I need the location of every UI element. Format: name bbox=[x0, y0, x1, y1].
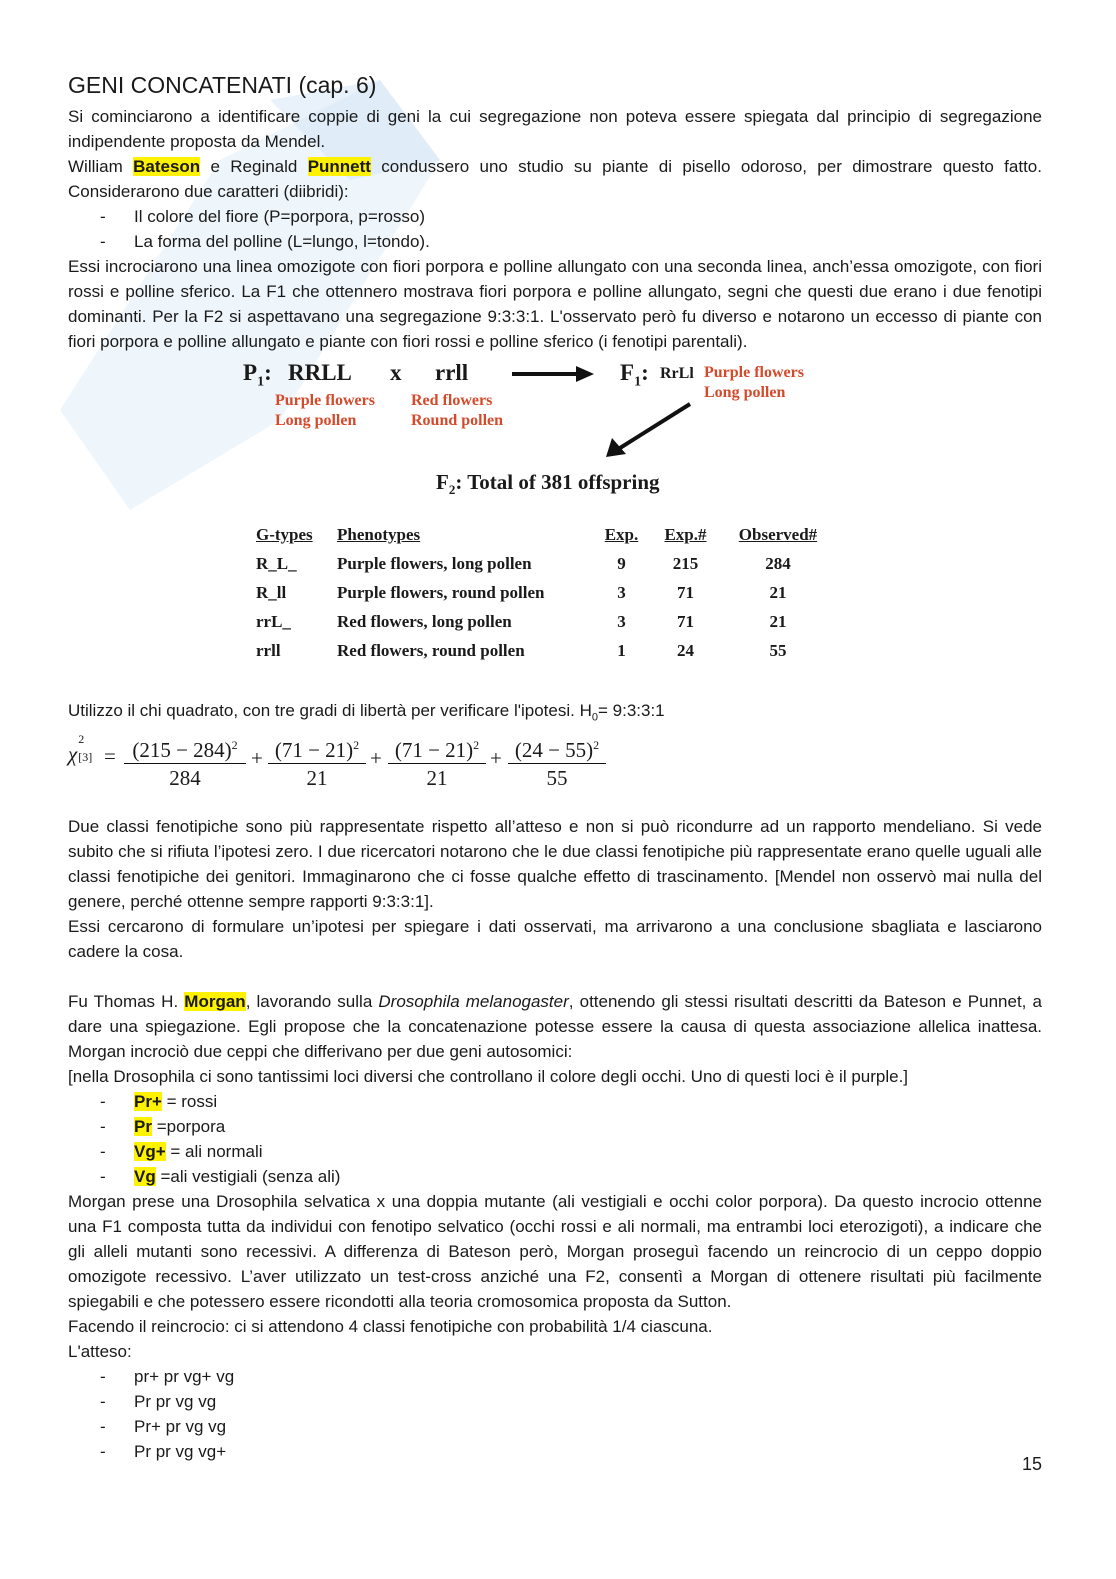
allele-value: = rossi bbox=[161, 1092, 218, 1112]
cross-paragraph: Essi incrociarono una linea omozigote con fiori porpora e polline allungato con una seconda linea, anch’essa omozigote, con fiori rossi e polline sferico. La F1 che ottennero mostrava fiori porpora e polline allungato, segni che questi due erano i due fenotipi dominanti. Per la F2 si aspettavano una segregazione 9:3:3:1. L'osservato però fu diverso e notarono un eccesso di piante con fiori porpora e polline allungato e piante con fiori rossi e polline sferico (i fenotipi parentali). bbox=[68, 257, 1042, 351]
cell-phenotype: Red flowers, long pollen bbox=[337, 611, 512, 631]
equals-sign: = bbox=[104, 744, 116, 769]
morgan-paragraph bbox=[68, 989, 1042, 1064]
cell-exp-number: 71 bbox=[677, 582, 694, 602]
expectation-paragraph: Facendo il reincrocio: ci si attendono 4 classi fenotipiche con probabilità 1/4 ciascuna. bbox=[68, 1317, 713, 1337]
species-name: Drosophila melanogaster bbox=[378, 992, 569, 1012]
cell-exp-number: 24 bbox=[677, 640, 694, 660]
cell-exp: 3 bbox=[617, 611, 626, 631]
p1-label: $P_1$: bbox=[243, 360, 272, 390]
table-row bbox=[256, 549, 833, 578]
cell-observed: 55 bbox=[769, 640, 787, 660]
dash-marker: - bbox=[100, 1417, 106, 1437]
p1-genotype: RRLL bbox=[288, 360, 352, 385]
list-item-text: Il colore del fiore (P=porpora, p=rosso) bbox=[134, 207, 426, 226]
dash-marker: - bbox=[100, 1367, 106, 1387]
text-span: , ottenendo gli stessi risultati descritti da Bateson e Punnet, a dare una spiegazione. Egli propose che la concatenazione potesse essere la causa di questa associazione allelica inattesa. Morgan incrociò due ceppi che differivano per due geni autosomici: bbox=[68, 992, 1042, 1062]
analysis-paragraph: Due classi fenotipiche sono più rappresentate rispetto all’atteso e non si può ricondurre ad un rapporto mendeliano. Si vede subito che si rifiuta l’ipotesi zero. I due ricercatori notarono che le due classi fenotipiche più rappresentate erano quelle uguali alle classi fenotipiche dei genitori. Immaginarono che ci fosse qualche effetto di trascinamento. [Mendel non osservò mai nulla del genere, perché ottenne sempre rapporti 9:3:3:1]. bbox=[68, 817, 1042, 912]
cell-exp: 3 bbox=[617, 582, 626, 602]
fraction-term-3: $\frac{(71 - 21)^2}{21}$ bbox=[388, 732, 486, 792]
text-span: William bbox=[68, 157, 134, 176]
subscript: 0 bbox=[591, 711, 598, 724]
page-number: 15 bbox=[1021, 1454, 1042, 1474]
highlight-punnett: Punnett bbox=[307, 157, 371, 176]
dash-marker: - bbox=[100, 1142, 106, 1162]
drosophila-note: [nella Drosophila ci sono tantissimi loci diversi che controllano il colore degli occhi. Uno di questi loci è il purple.] bbox=[68, 1067, 909, 1087]
testcross-paragraph: Morgan prese una Drosophila selvatica x una doppia mutante (ali vestigiali e occhi color porpora). Da questo incrocio ottenne una F1 composta tutta da individui con fenotipo selvatico (occhi rossi e ali normali, ma entrambi loci eterozigoti), a indicare che gli alleli mutanti sono recessivi. A differenza di Bateson però, Morgan proseguì facendo un reincrocio di un ceppo doppio omozigote recessivo. L’aver utilizzato un test-cross anziché una F2, consentì a Morgan di ottenere risultati più facilmente spiegabili e che potessero essere ricondotti alla teoria cromosomica proposta da Sutton. bbox=[68, 1192, 1042, 1312]
p1-phenotype-flowers: Purple flowers bbox=[275, 392, 375, 409]
cross-symbol: x bbox=[390, 360, 402, 385]
chi-symbol: χ 2 [3] bbox=[68, 732, 93, 767]
plus-sign: + bbox=[370, 746, 382, 771]
text-span: condussero uno studio su piante di pisello odoroso, per dimostrare questo fatto. Considerarono due caratteri (diibridi): bbox=[68, 157, 1042, 201]
bateson-punnett-paragraph bbox=[68, 154, 1042, 204]
dash-marker: - bbox=[100, 232, 106, 251]
cell-gtype: rrL_ bbox=[256, 611, 291, 631]
dash-marker: - bbox=[100, 1167, 106, 1187]
blank-line bbox=[68, 964, 1042, 989]
cell-gtype: R_ll bbox=[256, 582, 287, 602]
allele-key: Vg bbox=[134, 1167, 156, 1187]
list-item bbox=[68, 1114, 1042, 1139]
highlight-morgan: Morgan bbox=[184, 992, 246, 1012]
f1-genotype: RrLl bbox=[660, 365, 694, 382]
list-item bbox=[68, 229, 1042, 254]
list-item bbox=[68, 1439, 1042, 1464]
text-span: = 9:3:3:1 bbox=[598, 701, 665, 720]
f2-results-table bbox=[256, 520, 833, 665]
allele-key: Pr+ bbox=[134, 1092, 162, 1112]
header-gtypes: G-types bbox=[256, 524, 313, 544]
text-span: Utilizzo il chi quadrato, con tre gradi di libertà per verificare l'ipotesi. H bbox=[68, 701, 592, 720]
header-exp-number: Exp.# bbox=[664, 524, 707, 544]
list-item bbox=[68, 1389, 1042, 1414]
p1-phenotype-pollen: Long pollen bbox=[275, 412, 357, 429]
cell-phenotype: Red flowers, round pollen bbox=[337, 640, 525, 660]
table-row bbox=[256, 578, 833, 607]
text-span: Fu Thomas H. bbox=[68, 992, 185, 1012]
fraction-term-2: $\frac{(71 - 21)^2}{21}$ bbox=[268, 732, 366, 792]
right-arrow-icon bbox=[508, 364, 598, 384]
expected-classes-list bbox=[68, 1364, 1042, 1464]
f1-phenotype-pollen: Long pollen bbox=[704, 384, 786, 401]
allele-value: =ali vestigiali (senza ali) bbox=[155, 1167, 341, 1187]
header-exp: Exp. bbox=[604, 524, 639, 544]
list-item bbox=[68, 204, 1042, 229]
intro-paragraph: Si cominciarono a identificare coppie di geni la cui segregazione non poteva essere spiegata dal principio di segregazione indipendente proposta da Mendel. bbox=[68, 107, 1042, 151]
cell-phenotype: Purple flowers, round pollen bbox=[337, 582, 545, 602]
allele-value: = ali normali bbox=[165, 1142, 263, 1162]
list-item-text: Pr pr vg vg bbox=[134, 1392, 217, 1412]
cell-gtype: R_L_ bbox=[256, 553, 297, 573]
dash-marker: - bbox=[100, 207, 106, 226]
cell-exp: 1 bbox=[617, 640, 626, 660]
list-item-text: Pr pr vg vg+ bbox=[134, 1442, 227, 1462]
allele-value: =porpora bbox=[151, 1117, 226, 1137]
cell-exp-number: 215 bbox=[672, 553, 699, 573]
fraction-term-4: $\frac{(24 - 55)^2}{55}$ bbox=[508, 732, 606, 792]
conclusion-paragraph: Essi cercarono di formulare un’ipotesi per spiegare i dati osservati, ma arrivarono a una conclusione sbagliata e lasciarono cadere la cosa. bbox=[68, 917, 1042, 962]
list-item bbox=[68, 1089, 1042, 1114]
chi-square-paragraph bbox=[68, 698, 1042, 730]
allele-key: Pr bbox=[134, 1117, 152, 1137]
expected-label: L'atteso: bbox=[68, 1342, 132, 1362]
f1-phenotype-flowers: Purple flowers bbox=[704, 364, 804, 381]
p2-phenotype-pollen: Round pollen bbox=[411, 412, 504, 429]
header-phenotypes: Phenotypes bbox=[337, 524, 421, 544]
cell-exp: 9 bbox=[617, 553, 626, 573]
cell-observed: 21 bbox=[769, 582, 787, 602]
list-item bbox=[68, 1139, 1042, 1164]
document-page bbox=[68, 70, 1042, 1464]
list-item bbox=[68, 1164, 1042, 1189]
cell-observed: 284 bbox=[765, 553, 791, 573]
header-observed: Observed# bbox=[738, 524, 818, 544]
cell-exp-number: 71 bbox=[677, 611, 694, 631]
chi-square-formula bbox=[68, 732, 1042, 791]
p2-genotype: rrll bbox=[435, 360, 469, 385]
cell-gtype: rrll bbox=[256, 640, 281, 660]
allele-key: Vg+ bbox=[134, 1142, 166, 1162]
p2-phenotype-flowers: Red flowers bbox=[411, 392, 493, 409]
plus-sign: + bbox=[490, 746, 502, 771]
text-span: e Reginald bbox=[200, 157, 308, 176]
cell-phenotype: Purple flowers, long pollen bbox=[337, 553, 532, 573]
table-header-row bbox=[256, 520, 833, 549]
table-row bbox=[256, 607, 833, 636]
dash-marker: - bbox=[100, 1092, 106, 1112]
list-item-text: La forma del polline (L=lungo, l=tondo). bbox=[134, 232, 430, 251]
list-item-text: pr+ pr vg+ vg bbox=[134, 1367, 235, 1387]
fraction-term-1: $\frac{(215 - 284)^2}{284}$ bbox=[124, 732, 246, 792]
list-item bbox=[68, 1414, 1042, 1439]
alleles-list bbox=[68, 1089, 1042, 1189]
characters-list bbox=[68, 204, 1042, 254]
table-row bbox=[256, 636, 833, 665]
down-left-arrow-icon bbox=[598, 400, 698, 460]
cell-observed: 21 bbox=[769, 611, 787, 631]
f1-label: $F_1$: bbox=[620, 360, 649, 390]
f2-title: $F_2$: Total of 381 offspring bbox=[436, 470, 660, 498]
plus-sign: + bbox=[251, 746, 263, 771]
list-item bbox=[68, 1364, 1042, 1389]
dash-marker: - bbox=[100, 1442, 106, 1462]
list-item-text: Pr+ pr vg vg bbox=[134, 1417, 227, 1437]
section-title: GENI CONCATENATI (cap. 6) bbox=[68, 72, 377, 98]
dash-marker: - bbox=[100, 1117, 106, 1137]
text-span: , lavorando sulla bbox=[245, 992, 379, 1012]
cross-figure bbox=[68, 360, 1042, 690]
highlight-bateson: Bateson bbox=[133, 157, 201, 176]
dash-marker: - bbox=[100, 1392, 106, 1412]
